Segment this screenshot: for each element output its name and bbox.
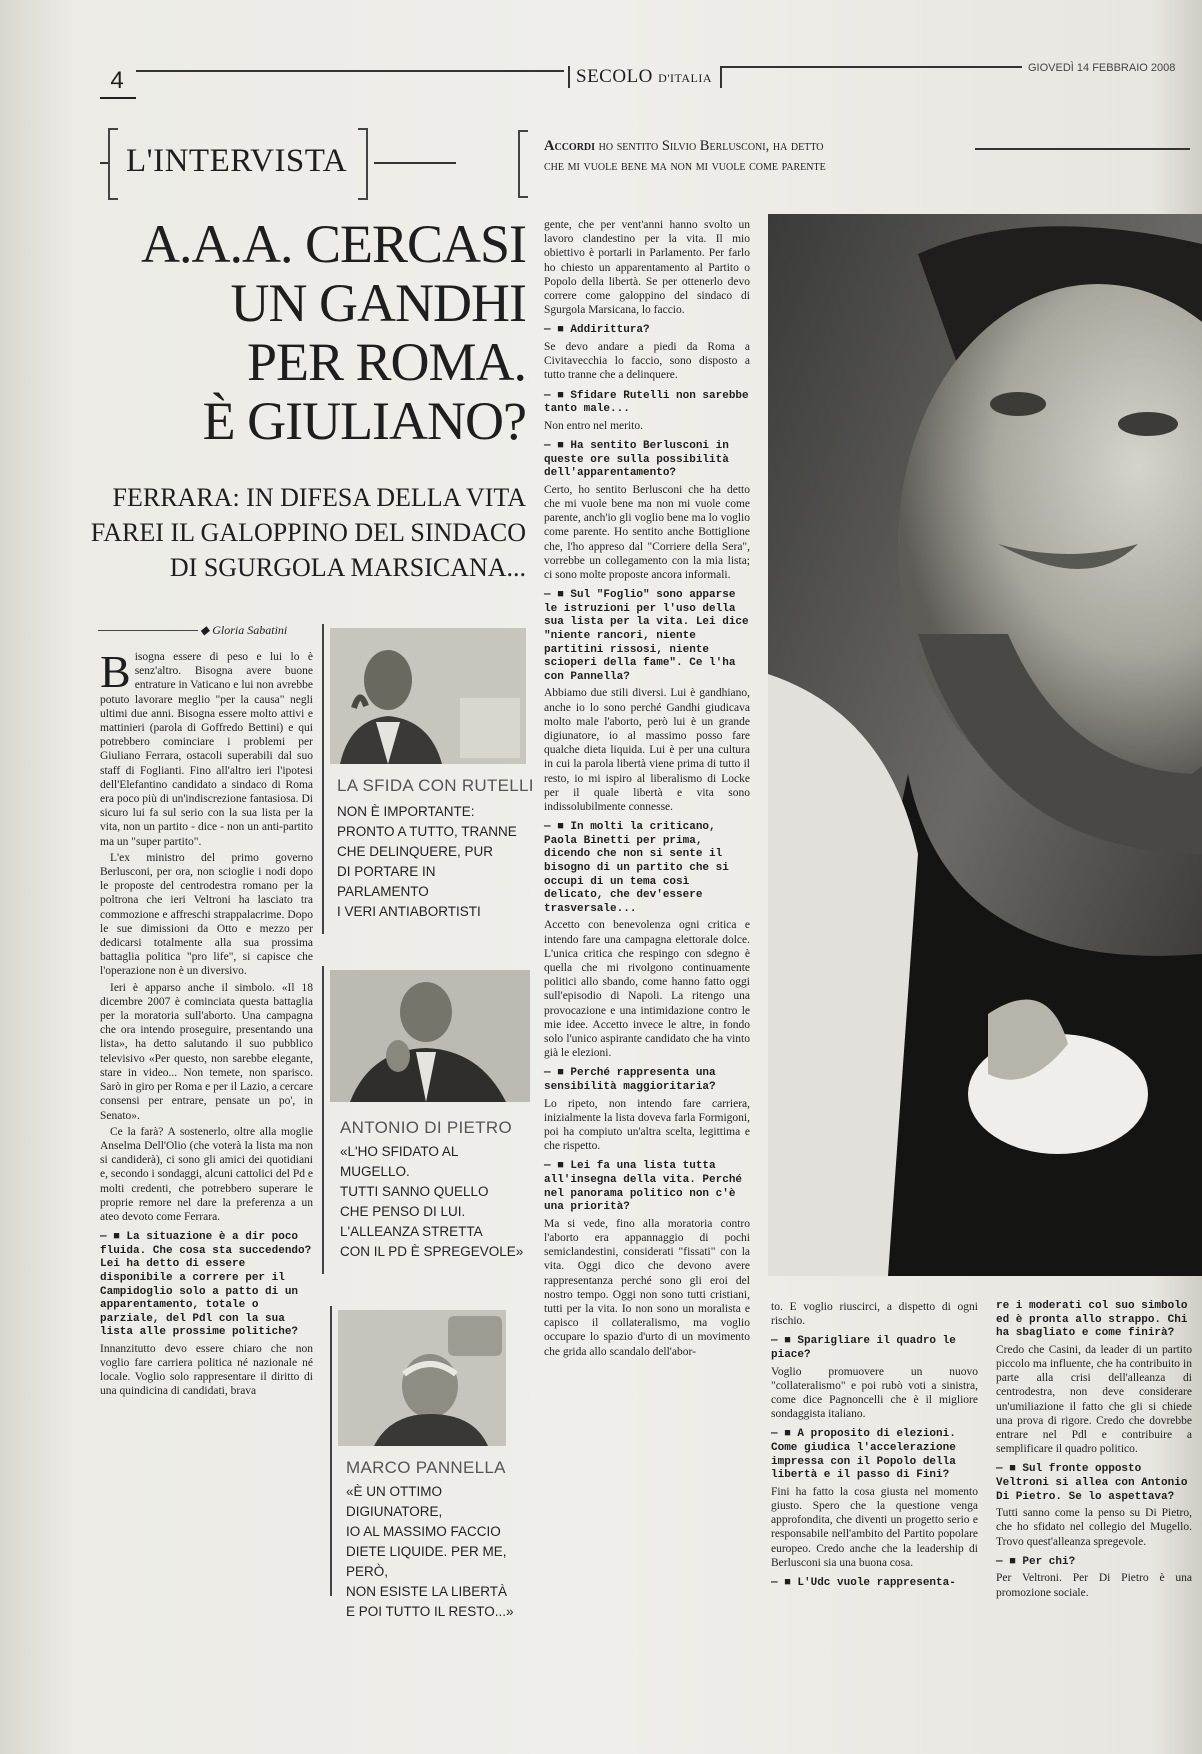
section-tick — [100, 162, 108, 164]
sidebar-quote-line: CHE PENSO DI LUI. — [340, 1204, 466, 1219]
interview-question: — ■ L'Udc vuole rappresenta- — [771, 1577, 956, 1589]
interview-question: — ■ Sul "Foglio" sono apparse le istruzioni per l'uso della sua lista per la vita. Lei dice "niente rancori, niente partitini rissosi, niente scioperi della fame". Ce l'ha con Pannella? — [544, 589, 749, 683]
drop-cap: B — [100, 646, 131, 697]
pull-quote-top — [544, 136, 964, 176]
sidebar-quote-line: PRONTO A TUTTO, TRANNE — [337, 824, 517, 839]
sidebar-title: LA SFIDA CON RUTELLI — [337, 776, 534, 795]
interview-answer: Credo che Casini, da leader di un partito piccolo ma influente, che ha contribuito in parte alla crisi dell'alleanza di centrodestra, non deve considerare un'umiliazione il fatto che gli si chiede una prova di rigore. Credo che dovrebbe entrare nel Pdl e contribuire a semplificare il quadro politico. — [996, 1343, 1192, 1456]
section-label-rule — [374, 162, 456, 164]
question-text: Sul fronte opposto Veltroni si allea con Antonio Di Pietro. Se lo aspettava? — [996, 1463, 1188, 1503]
interview-answer: Innanzitutto devo essere chiaro che non voglio fare carriera politica né nazionale né locale. Voglio solo rappresentare il diritto di una quindicina di candidati, brava — [100, 1342, 313, 1398]
section-label: L'INTERVISTA — [126, 143, 348, 179]
question-text: In molti la criticano, Paola Binetti per prima, dicendo che non si sente il bisogno di un partito che si occupi di un tema così delicato, che dev'essere trasversale... — [544, 821, 729, 915]
headline-line: PER ROMA. — [246, 332, 526, 392]
ferrara-portrait — [768, 214, 1202, 1276]
article-column-5 — [996, 1300, 1192, 1602]
interview-answer: Per Veltroni. Per Di Pietro è una promozione sociale. — [996, 1572, 1192, 1599]
pannella-photo-image — [338, 1310, 506, 1446]
interview-question: — ■ Lei fa una lista tutta all'insegna della vita. Perché nel panorama politico non c'è una priorità? — [544, 1160, 743, 1214]
interview-question: — ■ Sul fronte opposto Veltroni si allea con Antonio Di Pietro. Se lo aspettava? — [996, 1463, 1188, 1503]
sidebar-quote-line: E POI TUTTO IL RESTO...» — [346, 1604, 514, 1619]
sidebar-frame-3 — [330, 1306, 332, 1596]
subheadline-line: FERRARA: IN DIFESA DELLA VITA — [112, 483, 526, 512]
headline-line: A.A.A. CERCASI — [140, 214, 526, 274]
interview-answer: Abbiamo due stili diversi. Lui è gandhiano, anche io lo sono perché Gandhi giudicava molto male l'aborto, però lui è un grande digiunatore, io al massimo posso fare qualche dieta liquida. Lui è per una cultura in cui la parola libertà viene prima di tutto il resto, io mi ispiro al liberalismo di Locke per il quale libertà e vita sono indissolubilmente connesse. — [544, 687, 750, 813]
di-pietro-photo-image — [330, 970, 530, 1102]
interview-answer: Se devo andare a piedi da Roma a Civitavecchia lo faccio, sono disposto a tutto tranne che a delinquere. — [544, 341, 750, 382]
interview-answer: Non entro nel merito. — [544, 419, 644, 432]
interview-question: — ■ Perché rappresenta una sensibilità maggioritaria? — [544, 1067, 716, 1093]
subheadline-line: DI SGURGOLA MARSICANA... — [169, 553, 526, 582]
header-rule-right — [722, 66, 1022, 68]
header-rule-left — [136, 70, 564, 72]
article-column-4 — [771, 1300, 978, 1593]
interview-answer: Lo ripeto, non intendo fare carriera, inizialmente la lista doveva farla Formigoni, poi ha compiuto un'altra scelta, legittima e che rispetto. — [544, 1097, 750, 1153]
sidebar-quote-line: DI PORTARE IN PARLAMENTO — [337, 864, 436, 899]
interview-answer: Ma si vede, fino alla moratoria contro l'aborto era appannaggio di pochi semiclandestini, considerati "fissati" con la vita. Oggi dico che devono avere rappresentanza perché sono gli eroi del nostro tempo. Oggi non sono tutti cristiani, tutti per la vita. Io non sono un moralista e capisco il collateralismo, ma voglio occupare lo spazio d'urto di un movimento che grida allo scandalo dell'abor- — [544, 1217, 750, 1358]
author-name: Gloria Sabatini — [212, 623, 288, 637]
interview-question: — ■ A proposito di elezioni. Come giudica l'accelerazione impressa con il Popolo della libertà e il passo di Fini? — [771, 1428, 956, 1482]
question-text: La situazione è a dir poco fluida. Che cosa sta succedendo? Lei ha detto di essere disponibile a correre per il Campidoglio solo a patto di un apparentamento, totale o parziale, del Pdl con la sua lista alle prossime politiche? — [100, 1231, 312, 1339]
paragraph: to. E voglio riuscirci, a dispetto di ogni rischio. — [771, 1301, 978, 1328]
masthead-main: SECOLO — [576, 66, 653, 87]
sidebar-quote-line: «L'HO SFIDATO AL MUGELLO. — [340, 1144, 458, 1179]
sidebar-title: MARCO PANNELLA — [346, 1458, 506, 1477]
rutelli-photo — [330, 628, 526, 764]
sidebar-quote-line: TUTTI SANNO QUELLO — [340, 1184, 489, 1199]
sidebar-quote — [340, 1142, 530, 1262]
question-text: Sparigliare il quadro le piace? — [771, 1335, 956, 1361]
sidebar-frame-2 — [322, 966, 324, 1274]
sidebar-quote-line: CON IL PD È SPREGEVOLE» — [340, 1244, 524, 1259]
question-text: A proposito di elezioni. Come giudica l'accelerazione impressa con il Popolo della libertà e il passo di Fini? — [771, 1428, 956, 1482]
question-text: Per chi? — [1022, 1555, 1076, 1568]
interview-question: — ■ Ha sentito Berlusconi in queste ore sulla possibilità dell'apparentamento? — [544, 440, 729, 480]
question-text: Lei fa una lista tutta all'insegna della vita. Perché nel panorama politico non c'è una priorità? — [544, 1160, 743, 1214]
interview-answer: Tutti sanno come la penso su Di Pietro, che ho sfidato nel collegio del Mugello. Trovo quest'alleanza spregevole. — [996, 1507, 1192, 1548]
pannella-photo — [338, 1310, 506, 1446]
ferrara-portrait-image — [768, 214, 1202, 1276]
byline: ◆ Gloria Sabatini — [200, 623, 288, 637]
sidebar-quote-line: «È UN OTTIMO DIGIUNATORE, — [346, 1484, 443, 1519]
paragraph: Ieri è apparso anche il simbolo. «Il 18 dicembre 2007 è cominciata questa battaglia per la moratoria sull'aborto. Una campagna che ora intendo proseguire, presentando una lista», ha detto salutando il suo pubblico televisivo «Per questo, non sarebbe elegante, stare in video... Non temete, non sparisco. Sarò in giro per Roma e per il Lazio, a cercare consensi per entrare, pensate un po', in Senato». — [100, 981, 313, 1122]
interview-answer: Fini ha fatto la cosa giusta nel momento giusto. Spero che la questione venga approfondita, che diventi un progetto serio e responsabile nell'ambito del Partito popolare europeo. Credo anche che la leadership di Berlusconi sia una buona cosa. — [771, 1485, 978, 1569]
sidebar-quote-line: CHE DELINQUERE, PUR — [337, 844, 494, 859]
sidebar-quote-line: IO AL MASSIMO FACCIO — [346, 1524, 501, 1539]
section-bracket-left — [108, 128, 118, 200]
subheadline-line: FAREI IL GALOPPINO DEL SINDACO — [90, 518, 526, 547]
interview-question: — ■ Sparigliare il quadro le piace? — [771, 1335, 956, 1361]
sidebar-quote — [337, 802, 527, 922]
masthead-divider-right — [720, 66, 722, 88]
headline-line: È GIULIANO? — [202, 391, 526, 451]
pull-quote-line1: ho sentito Silvio Berlusconi, ha detto — [598, 138, 824, 154]
quote-bracket — [518, 130, 528, 198]
sidebar-quote-line: NON È IMPORTANTE: — [337, 804, 475, 819]
interview-answer: Certo, ho sentito Berlusconi che ha detto che mi vuole bene ma non mi vuole come parente, anch'io gli voglio bene ma lo voglio come parente. Ho sentito anche Bottiglione che, l'ho appreso dal "Corriere della Sera", vorrebbe un collegamento con la mia lista; ci sono molte proposte ancora informali. — [544, 483, 750, 582]
pull-quote-line2: che mi vuole bene ma non mi vuole come parente — [544, 158, 826, 174]
page-number: 4 — [110, 67, 124, 94]
headline — [106, 215, 526, 451]
pull-quote-rule — [975, 148, 1190, 150]
page-number-underline — [100, 97, 136, 99]
question-text: L'Udc vuole rappresenta- — [797, 1577, 956, 1589]
article-column-3 — [544, 218, 750, 1361]
interview-question: — ■ La situazione è a dir poco fluida. Che cosa sta succedendo? Lei ha detto di essere disponibile a correre per il Campidoglio solo a patto di un apparentamento, totale o parziale, del Pdl con la sua lista alle prossime politiche? — [100, 1231, 312, 1339]
sidebar-quote-line: I VERI ANTIABORTISTI — [337, 904, 481, 919]
section-bracket-right — [358, 128, 368, 200]
paragraph: gente, che per vent'anni hanno svolto un lavoro clandestino per la vita. Il mio obiettivo è portarli in Parlamento. Per farlo ho chiesto un apparentamento al Partito o Popolo della libertà. Se per ottenerlo devo correre come galoppino del sindaco di Sgurgola Marsicana, lo faccio. — [544, 219, 750, 317]
question-text: Perché rappresenta una sensibilità maggioritaria? — [544, 1067, 716, 1093]
interview-question: — ■ In molti la criticano, Paola Binetti per prima, dicendo che non si sente il bisogno di un partito che si occupi di un tema così delicato, che dev'essere trasversale... — [544, 821, 729, 915]
issue-date: GIOVEDÌ 14 FEBBRAIO 2008 — [1028, 62, 1176, 74]
sidebar-quote-line: DIETE LIQUIDE. PER ME, PERÒ, — [346, 1544, 507, 1579]
sidebar-quote-line: L'ALLEANZA STRETTA — [340, 1224, 483, 1239]
question-text: Sul "Foglio" sono apparse le istruzioni per l'uso della sua lista per la vita. Lei dice "niente rancori, niente partitini rissosi, niente scioperi della fame". Ce l'ha con Pannella? — [544, 589, 749, 683]
interview-question: — ■ Addirittura? — [544, 324, 650, 337]
sidebar-quote-line: NON ESISTE LA LIBERTÀ — [346, 1584, 508, 1599]
article-column-1 — [100, 646, 313, 1401]
paragraph: isogna essere di peso e lui lo è senz'altro. Bisogna avere buone entrature in Vaticano e lui non avrebbe potuto lavorare meglio "per la causa" negli ultimi due anni. Bisogna essere molto attivi e mattinieri (parola di Goffredo Bettini) e qui potrebbero cominciare i problemi per Giuliano Ferrara, ostacoli superabili dal suo staff di Foglianti. Fino all'altro ieri l'ipotesi dell'Elefantino candidato a sindaco di Roma era poco più di un'indiscrezione fantasiosa. Di sicuro lui fa sul serio con la sua lista per la vita, non un partito - dice - non un anti-partito ma un "super partito". — [100, 651, 313, 848]
question-text: Addirittura? — [570, 324, 650, 337]
interview-answer: Accetto con benevolenza ogni critica e intendo fare una campagna elettorale dolce. L'unica critica che respingo con sdegno è quella che mi rivolgono continuamente politici allo sbando, come hanno fatto oggi sull'episodio di Napoli. La ritengo una provocazione e una intimidazione contro le mie idee. Accetto invece le altre, in fondo solo l'unico aspirante candidato che ha vinto già le elezioni. — [544, 919, 750, 1060]
byline-rule — [98, 630, 198, 631]
sidebar-title: ANTONIO DI PIETRO — [340, 1118, 512, 1137]
interview-question: — ■ Sfidare Rutelli non sarebbe tanto male... — [544, 389, 749, 416]
interview-answer: Voglio promuovere un nuovo "collateralismo" e poi rubò voti a sinistra, come dice Pagnoncelli che è il migliore sondaggista italiano. — [771, 1365, 978, 1421]
masthead-divider-left — [568, 66, 570, 88]
sidebar-quote — [346, 1482, 536, 1622]
subheadline — [86, 480, 526, 585]
question-text: Sfidare Rutelli non sarebbe tanto male... — [544, 389, 749, 416]
rutelli-photo-image — [330, 628, 526, 764]
headline-line: UN GANDHI — [230, 273, 526, 333]
pull-quote-lead: Accordi — [544, 138, 596, 154]
question-text: Ha sentito Berlusconi in queste ore sulla possibilità dell'apparentamento? — [544, 440, 729, 480]
di-pietro-photo — [330, 970, 530, 1102]
sidebar-frame-1 — [322, 624, 324, 934]
masthead-suffix: D'ITALIA — [658, 71, 713, 85]
paragraph: L'ex ministro del primo governo Berlusconi, per ora, non scioglie i nodi dopo le proposte del centrodestra romano per la poltrona che ieri Veltroni ha lasciato tra commozione e affreschi strappalacrime. Dopo le sue dimissioni da Otto e mezzo per dedicarsi totalmente alla sua prossima battaglia politica "pro life", si capisce che l'operazione non è un diversivo. — [100, 851, 313, 978]
paragraph: Ce la farà? A sostenerlo, oltre alla moglie Anselma Dell'Olio (che voterà la lista ma non si candiderà), ci sono gli amici dei quotidiani e, secondo i sondaggi, alcuni cattolici del Pd e molti credenti, che potrebbero superare le proprie remore nel dare la preferenza a un ateo devoto come Ferrara. — [100, 1125, 313, 1223]
interview-question: — ■ Per chi? — [996, 1555, 1076, 1568]
interview-question: re i moderati col suo simbolo ed è pronta allo strappo. Chi ha sbagliato e come finirà? — [996, 1300, 1188, 1340]
masthead — [576, 66, 712, 88]
